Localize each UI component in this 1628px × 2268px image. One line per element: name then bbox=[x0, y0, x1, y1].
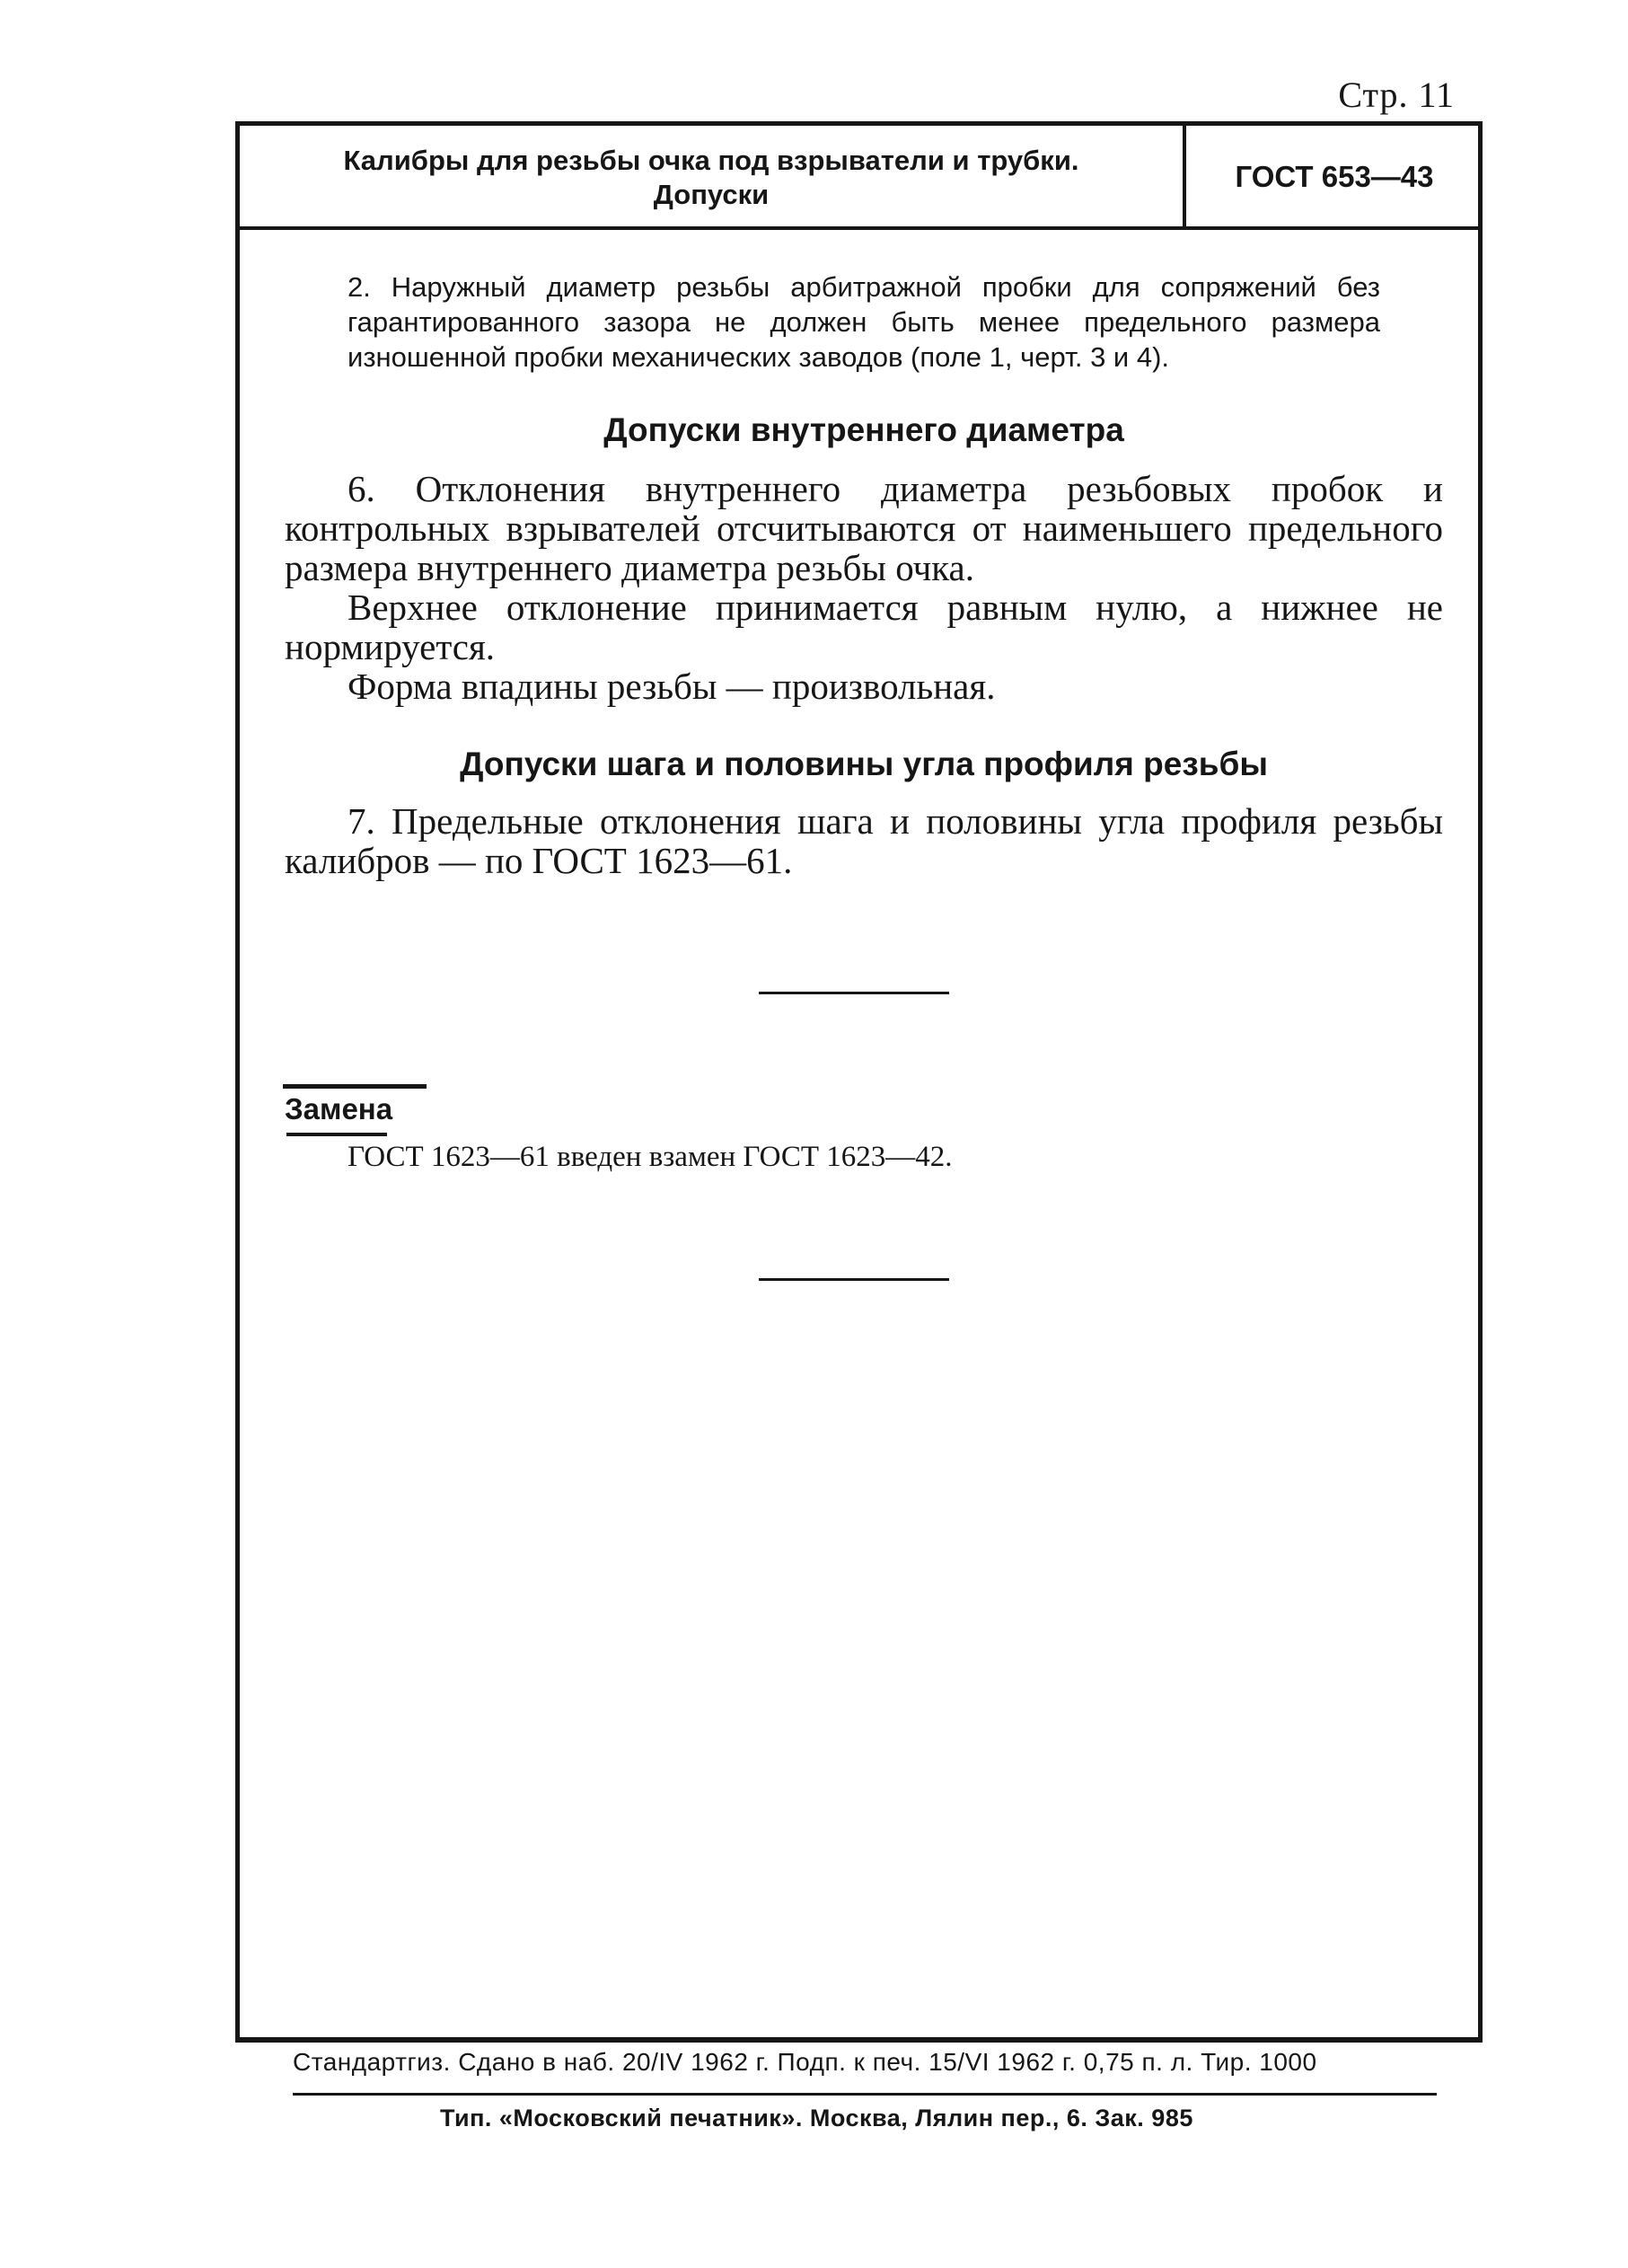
replacement-text: ГОСТ 1623—61 введен взамен ГОСТ 1623—42. bbox=[348, 1141, 953, 1173]
note-text: 2. Наружный диаметр резьбы арбитражной пробки для сопряжений без гарантированного зазора не должен быть менее предельного размера изношенной пробки механических заводов (поле 1, черт. 3 и 4). bbox=[348, 271, 1380, 373]
imprint-line-printer: Тип. «Московский печатник». Москва, Лялин пер., 6. Зак. 985 bbox=[440, 2105, 1193, 2131]
section-heading-inner-diameter: Допуски внутреннего диаметра bbox=[603, 411, 1124, 448]
page-frame bbox=[235, 121, 1483, 2043]
page-number: Стр. 11 bbox=[1338, 75, 1455, 115]
paragraph-root-form: Форма впадины резьбы — произвольная. bbox=[348, 666, 996, 707]
section-heading-pitch: Допуски шага и половины угла профиля резьбы bbox=[460, 746, 1268, 782]
replacement-top-rule bbox=[283, 1084, 427, 1089]
header bbox=[240, 126, 1478, 230]
separator-rule-bottom bbox=[759, 1278, 949, 1281]
header-title-line2: Допуски bbox=[653, 179, 770, 210]
imprint-rule bbox=[293, 2093, 1437, 2096]
note-paragraph bbox=[285, 269, 1380, 375]
section-pitch bbox=[285, 801, 1443, 880]
separator-rule bbox=[759, 992, 949, 994]
replacement-heading: Замена bbox=[285, 1092, 393, 1125]
replacement-underline bbox=[286, 1133, 387, 1136]
imprint-line-publisher: Стандартгиз. Сдано в наб. 20/IV 1962 г. Подп. к печ. 15/VI 1962 г. 0,75 п. л. Тир. 1000 bbox=[293, 2048, 1317, 2076]
header-title bbox=[240, 144, 1183, 212]
header-title-line1: Калибры для резьбы очка под взрыватели и трубки. bbox=[343, 145, 1079, 176]
section-inner-diameter bbox=[285, 469, 1443, 706]
paragraph-upper-deviation: Верхнее отклонение принимается равным нулю, а нижнее не нормируется. bbox=[285, 587, 1443, 667]
paragraph-6: 6. Отклонения внутреннего диаметра резьбовых пробок и контрольных взрывателей отсчитываются от наименьшего предельного размера внутреннего диаметра резьбы очка. bbox=[285, 468, 1443, 588]
paragraph-7: 7. Предельные отклонения шага и половины угла профиля резьбы калибров — по ГОСТ 1623—61. bbox=[285, 800, 1443, 881]
standard-code: ГОСТ 653—43 bbox=[1235, 160, 1434, 193]
